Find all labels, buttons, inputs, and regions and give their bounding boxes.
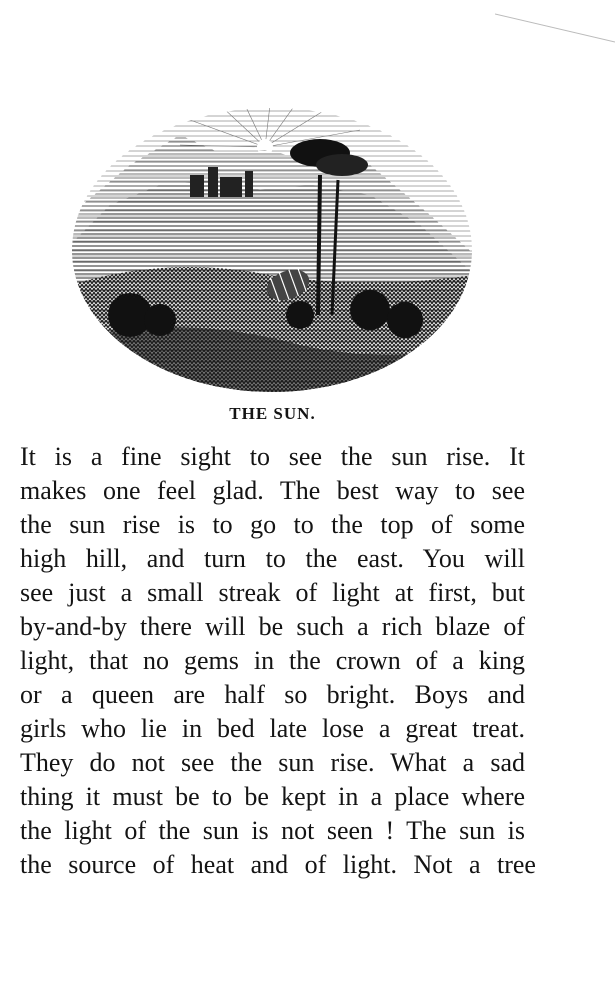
- page-edge-line: [495, 10, 615, 50]
- text-line: the source of heat and of light. Not a tree: [20, 850, 536, 879]
- text-line: the sun rise is to go to the top of some: [20, 510, 525, 539]
- text-line: high hill, and turn to the east. You will: [20, 544, 525, 573]
- text-line: They do not see the sun rise. What a sad: [20, 748, 525, 777]
- body-text: [20, 440, 536, 882]
- text-line: the light of the sun is not seen ! The sun is: [20, 816, 525, 845]
- text-line: see just a small streak of light at first, but: [20, 578, 525, 607]
- text-line: makes one feel glad. The best way to see: [20, 476, 525, 505]
- chapter-title: THE SUN.: [229, 404, 316, 423]
- text-line: girls who lie in bed late lose a great treat.: [20, 714, 525, 743]
- text-line: or a queen are half so bright. Boys and: [20, 680, 525, 709]
- text-line: by-and-by there will be such a rich blaze of: [20, 612, 525, 641]
- text-line: It is a fine sight to see the sun rise. It: [20, 442, 525, 471]
- text-line: thing it must be to be kept in a place where: [20, 782, 525, 811]
- sunrise-landscape-engraving: [70, 105, 475, 395]
- text-line: light, that no gems in the crown of a king: [20, 646, 525, 675]
